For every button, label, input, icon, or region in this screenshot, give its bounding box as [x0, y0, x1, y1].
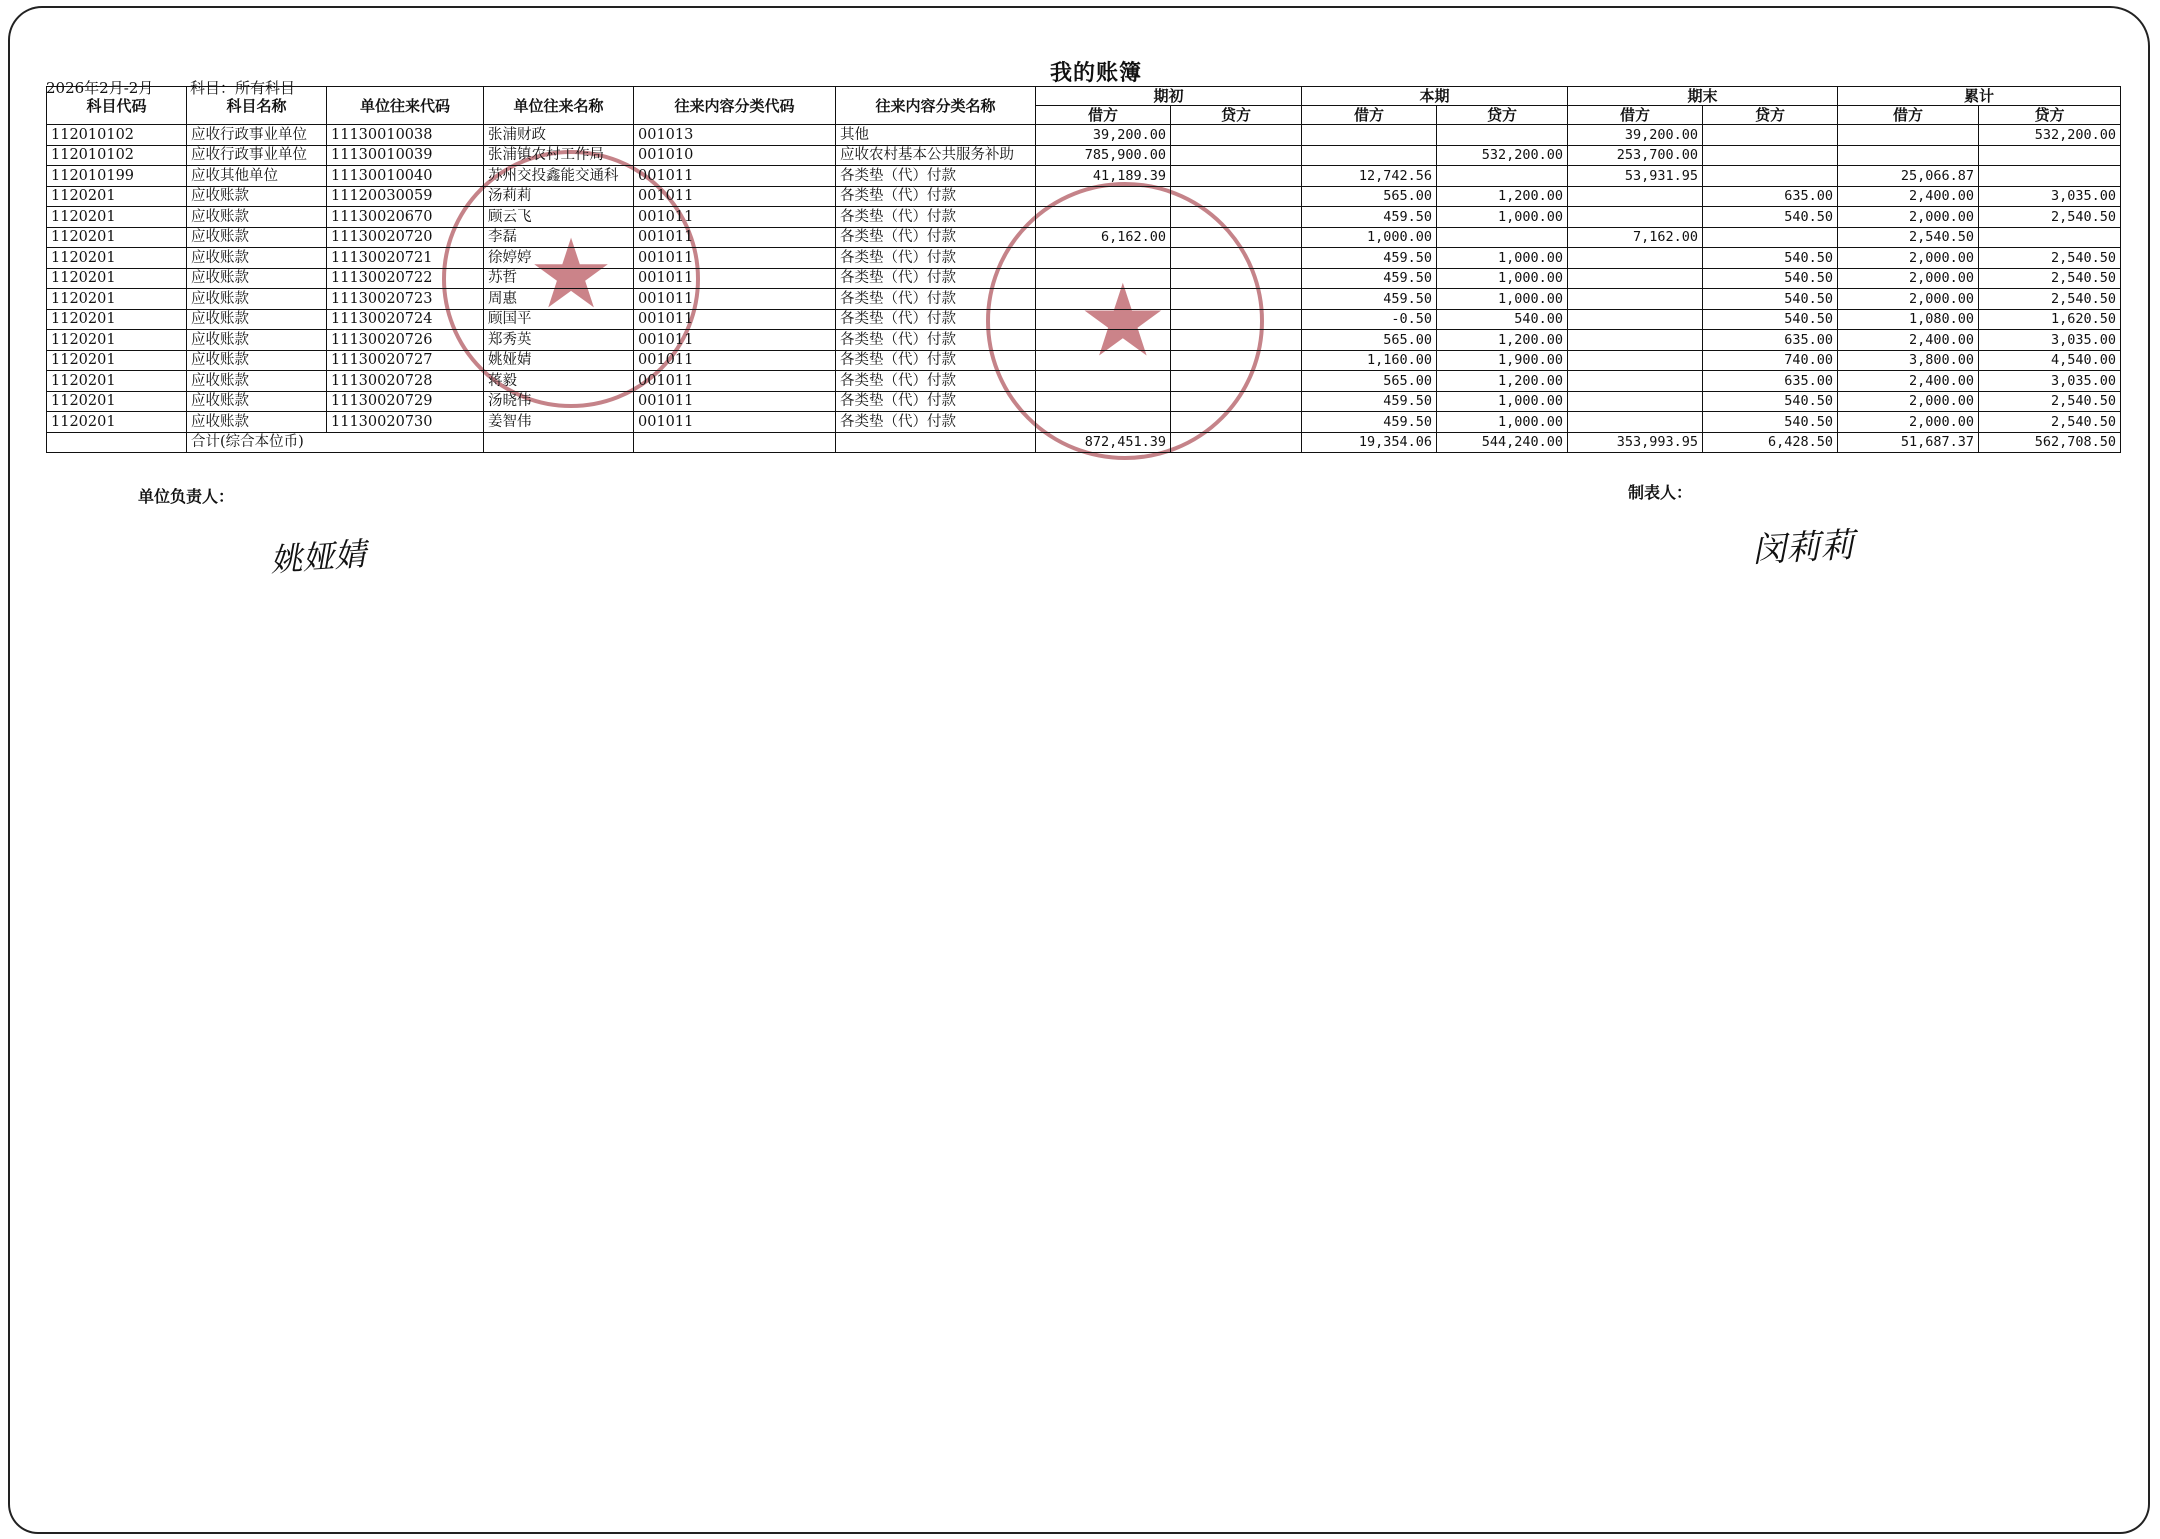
- total-closing-credit: 6,428.50: [1703, 432, 1838, 453]
- cell-subject-name: 应收账款: [187, 309, 327, 330]
- cell-open-debit: [1036, 207, 1171, 228]
- cell-closing-debit: [1568, 391, 1703, 412]
- cell-subject-code: 1120201: [47, 371, 187, 392]
- cell-unit-name: 张浦财政: [484, 125, 634, 146]
- cell-current-credit: 1,200.00: [1437, 186, 1568, 207]
- table-row: [47, 350, 2121, 371]
- cell-cumulative-credit: 2,540.50: [1979, 289, 2121, 310]
- cell-subject-code: 1120201: [47, 207, 187, 228]
- cell-category-name: 应收农村基本公共服务补助: [836, 145, 1036, 166]
- cell-category-name: 各类垫（代）付款: [836, 186, 1036, 207]
- col-cumulative-credit: 贷方: [1979, 106, 2121, 125]
- cell-closing-debit: [1568, 268, 1703, 289]
- cell-closing-credit: 635.00: [1703, 371, 1838, 392]
- cell-open-debit: [1036, 371, 1171, 392]
- cell-closing-credit: 540.50: [1703, 391, 1838, 412]
- total-open-credit: [1171, 432, 1302, 453]
- cell-closing-credit: [1703, 227, 1838, 248]
- cell-current-debit: [1302, 125, 1437, 146]
- cell-category-name: 各类垫（代）付款: [836, 166, 1036, 187]
- cell-current-credit: 1,000.00: [1437, 289, 1568, 310]
- total-blank: [484, 432, 634, 453]
- cell-subject-name: 应收其他单位: [187, 166, 327, 187]
- cell-open-debit: [1036, 412, 1171, 433]
- cell-subject-code: 1120201: [47, 227, 187, 248]
- cell-subject-code: 1120201: [47, 391, 187, 412]
- table-row: [47, 186, 2121, 207]
- cell-category-code: 001011: [634, 371, 836, 392]
- cell-open-debit: 785,900.00: [1036, 145, 1171, 166]
- table-row: [47, 248, 2121, 269]
- cell-cumulative-debit: 2,400.00: [1838, 330, 1979, 351]
- cell-current-credit: 1,200.00: [1437, 371, 1568, 392]
- cell-open-credit: [1171, 309, 1302, 330]
- cell-open-debit: 6,162.00: [1036, 227, 1171, 248]
- col-unit-name: 单位往来名称: [484, 87, 634, 125]
- cell-unit-name: 汤莉莉: [484, 186, 634, 207]
- cell-current-debit: 565.00: [1302, 330, 1437, 351]
- cell-closing-debit: [1568, 309, 1703, 330]
- cell-subject-name: 应收账款: [187, 289, 327, 310]
- cell-cumulative-debit: 2,400.00: [1838, 371, 1979, 392]
- cell-subject-name: 应收账款: [187, 227, 327, 248]
- cell-open-debit: 39,200.00: [1036, 125, 1171, 146]
- cell-open-credit: [1171, 350, 1302, 371]
- cell-closing-debit: [1568, 371, 1703, 392]
- total-cumulative-credit: 562,708.50: [1979, 432, 2121, 453]
- cell-subject-name: 应收账款: [187, 248, 327, 269]
- cell-current-debit: 12,742.56: [1302, 166, 1437, 187]
- left-stamp-star-icon: ★: [528, 218, 615, 330]
- col-closing: 期末: [1568, 87, 1838, 106]
- cell-category-code: 001011: [634, 289, 836, 310]
- cell-current-debit: [1302, 145, 1437, 166]
- cell-open-credit: [1171, 289, 1302, 310]
- cell-cumulative-debit: [1838, 145, 1979, 166]
- cell-open-credit: [1171, 248, 1302, 269]
- cell-cumulative-credit: [1979, 227, 2121, 248]
- total-label: 合计(综合本位币): [187, 432, 484, 453]
- cell-unit-name: 李磊: [484, 227, 634, 248]
- cell-category-code: 001011: [634, 412, 836, 433]
- cell-cumulative-credit: 2,540.50: [1979, 268, 2121, 289]
- table-row: [47, 391, 2121, 412]
- cell-subject-code: 1120201: [47, 186, 187, 207]
- cell-unit-name: 苏哲: [484, 268, 634, 289]
- cell-category-name: 各类垫（代）付款: [836, 391, 1036, 412]
- cell-cumulative-debit: 2,000.00: [1838, 207, 1979, 228]
- cell-category-name: 其他: [836, 125, 1036, 146]
- ledger-body: [47, 125, 2121, 433]
- cell-subject-code: 1120201: [47, 309, 187, 330]
- col-current-debit: 借方: [1302, 106, 1437, 125]
- cell-unit-name: 苏州交投鑫能交通科: [484, 166, 634, 187]
- table-row: [47, 125, 2121, 146]
- cell-closing-debit: 53,931.95: [1568, 166, 1703, 187]
- cell-unit-code: 11120030059: [327, 186, 484, 207]
- cell-unit-code: 11130020727: [327, 350, 484, 371]
- table-row: [47, 412, 2121, 433]
- cell-unit-name: 顾国平: [484, 309, 634, 330]
- cell-cumulative-credit: 2,540.50: [1979, 412, 2121, 433]
- cell-closing-credit: 540.50: [1703, 309, 1838, 330]
- cell-unit-code: 11130010038: [327, 125, 484, 146]
- col-category-code: 往来内容分类代码: [634, 87, 836, 125]
- table-row: [47, 145, 2121, 166]
- cell-open-credit: [1171, 145, 1302, 166]
- cell-closing-debit: 7,162.00: [1568, 227, 1703, 248]
- cell-current-credit: 540.00: [1437, 309, 1568, 330]
- cell-subject-name: 应收账款: [187, 350, 327, 371]
- cell-closing-debit: [1568, 248, 1703, 269]
- col-subject-name: 科目名称: [187, 87, 327, 125]
- col-cumulative: 累计: [1838, 87, 2121, 106]
- cell-current-credit: 1,000.00: [1437, 268, 1568, 289]
- cell-unit-name: 周惠: [484, 289, 634, 310]
- total-cumulative-debit: 51,687.37: [1838, 432, 1979, 453]
- preparer-label: 制表人：: [1628, 483, 1693, 502]
- cell-closing-credit: [1703, 166, 1838, 187]
- total-blank: [836, 432, 1036, 453]
- cell-current-debit: 459.50: [1302, 289, 1437, 310]
- cell-closing-credit: 540.50: [1703, 207, 1838, 228]
- cell-current-credit: 532,200.00: [1437, 145, 1568, 166]
- cell-unit-code: 11130010039: [327, 145, 484, 166]
- cell-subject-name: 应收账款: [187, 330, 327, 351]
- cell-category-name: 各类垫（代）付款: [836, 412, 1036, 433]
- cell-closing-debit: [1568, 289, 1703, 310]
- col-opening-credit: 贷方: [1171, 106, 1302, 125]
- cell-cumulative-credit: 2,540.50: [1979, 207, 2121, 228]
- cell-current-debit: 459.50: [1302, 248, 1437, 269]
- cell-category-name: 各类垫（代）付款: [836, 371, 1036, 392]
- cell-open-credit: [1171, 268, 1302, 289]
- cell-current-credit: 1,000.00: [1437, 207, 1568, 228]
- cell-unit-code: 11130020721: [327, 248, 484, 269]
- cell-open-credit: [1171, 412, 1302, 433]
- total-current-credit: 544,240.00: [1437, 432, 1568, 453]
- cell-category-name: 各类垫（代）付款: [836, 227, 1036, 248]
- cell-closing-debit: [1568, 207, 1703, 228]
- cell-open-debit: [1036, 289, 1171, 310]
- cell-subject-name: 应收账款: [187, 268, 327, 289]
- cell-cumulative-debit: 25,066.87: [1838, 166, 1979, 187]
- total-open-debit: 872,451.39: [1036, 432, 1171, 453]
- cell-subject-code: 112010199: [47, 166, 187, 187]
- cell-current-debit: 459.50: [1302, 412, 1437, 433]
- col-subject-code: 科目代码: [47, 87, 187, 125]
- cell-current-credit: [1437, 227, 1568, 248]
- cell-subject-name: 应收账款: [187, 207, 327, 228]
- header-row-1: [47, 87, 2121, 106]
- cell-open-credit: [1171, 227, 1302, 248]
- cell-category-name: 各类垫（代）付款: [836, 289, 1036, 310]
- cell-category-code: 001011: [634, 309, 836, 330]
- cell-current-debit: 1,000.00: [1302, 227, 1437, 248]
- cell-category-name: 各类垫（代）付款: [836, 248, 1036, 269]
- cell-current-debit: 459.50: [1302, 268, 1437, 289]
- cell-unit-name: 徐婷婷: [484, 248, 634, 269]
- cell-subject-code: 112010102: [47, 125, 187, 146]
- col-current: 本期: [1302, 87, 1568, 106]
- cell-cumulative-debit: 3,800.00: [1838, 350, 1979, 371]
- cell-cumulative-debit: 2,000.00: [1838, 248, 1979, 269]
- cell-cumulative-credit: 4,540.00: [1979, 350, 2121, 371]
- cell-cumulative-credit: 3,035.00: [1979, 186, 2121, 207]
- cell-closing-credit: 540.50: [1703, 268, 1838, 289]
- cell-cumulative-credit: 3,035.00: [1979, 371, 2121, 392]
- cell-category-code: 001011: [634, 166, 836, 187]
- table-row: [47, 268, 2121, 289]
- cell-current-credit: 1,000.00: [1437, 248, 1568, 269]
- cell-subject-code: 1120201: [47, 268, 187, 289]
- table-row: [47, 166, 2121, 187]
- table-row: [47, 330, 2121, 351]
- cell-open-debit: [1036, 330, 1171, 351]
- cell-current-debit: -0.50: [1302, 309, 1437, 330]
- cell-unit-code: 11130020730: [327, 412, 484, 433]
- cell-current-credit: 1,900.00: [1437, 350, 1568, 371]
- cell-closing-debit: 39,200.00: [1568, 125, 1703, 146]
- col-current-credit: 贷方: [1437, 106, 1568, 125]
- cell-cumulative-debit: 2,000.00: [1838, 289, 1979, 310]
- cell-closing-credit: [1703, 125, 1838, 146]
- ledger-table: [46, 86, 2121, 453]
- table-row: [47, 207, 2121, 228]
- cell-category-code: 001011: [634, 186, 836, 207]
- cell-unit-code: 11130020726: [327, 330, 484, 351]
- cell-open-debit: [1036, 268, 1171, 289]
- cell-unit-code: 11130020722: [327, 268, 484, 289]
- cell-cumulative-debit: 2,000.00: [1838, 412, 1979, 433]
- cell-cumulative-credit: 532,200.00: [1979, 125, 2121, 146]
- cell-cumulative-debit: 2,540.50: [1838, 227, 1979, 248]
- cell-unit-code: 11130020670: [327, 207, 484, 228]
- cell-current-debit: 459.50: [1302, 391, 1437, 412]
- cell-subject-name: 应收账款: [187, 412, 327, 433]
- cell-open-credit: [1171, 125, 1302, 146]
- cell-open-debit: [1036, 186, 1171, 207]
- cell-subject-code: 1120201: [47, 248, 187, 269]
- cell-closing-credit: 540.50: [1703, 412, 1838, 433]
- cell-open-credit: [1171, 391, 1302, 412]
- cell-closing-debit: 253,700.00: [1568, 145, 1703, 166]
- cell-subject-name: 应收账款: [187, 186, 327, 207]
- cell-current-debit: 459.50: [1302, 207, 1437, 228]
- period-label: 2026年2月-2月: [46, 79, 154, 97]
- table-row: [47, 309, 2121, 330]
- cell-category-code: 001013: [634, 125, 836, 146]
- total-spacer: [47, 432, 187, 453]
- cell-unit-code: 11130020724: [327, 309, 484, 330]
- cell-open-debit: [1036, 248, 1171, 269]
- col-closing-debit: 借方: [1568, 106, 1703, 125]
- cell-subject-code: 1120201: [47, 289, 187, 310]
- table-row: [47, 227, 2121, 248]
- cell-cumulative-credit: 1,620.50: [1979, 309, 2121, 330]
- cell-category-name: 各类垫（代）付款: [836, 350, 1036, 371]
- cell-category-code: 001010: [634, 145, 836, 166]
- cell-cumulative-debit: 1,080.00: [1838, 309, 1979, 330]
- cell-category-code: 001011: [634, 207, 836, 228]
- cell-subject-code: 1120201: [47, 330, 187, 351]
- document-title: 我的账簿: [1050, 60, 1143, 86]
- cell-closing-credit: 540.50: [1703, 248, 1838, 269]
- cell-open-debit: 41,189.39: [1036, 166, 1171, 187]
- cell-unit-name: 郑秀英: [484, 330, 634, 351]
- cell-current-credit: 1,200.00: [1437, 330, 1568, 351]
- cell-current-debit: 565.00: [1302, 186, 1437, 207]
- col-opening: 期初: [1036, 87, 1302, 106]
- cell-unit-name: 张浦镇农村工作局: [484, 145, 634, 166]
- unit-head-label: 单位负责人：: [138, 487, 235, 506]
- col-opening-debit: 借方: [1036, 106, 1171, 125]
- cell-unit-name: 姜智伟: [484, 412, 634, 433]
- unit-head-signature: 姚娅婧: [268, 534, 368, 580]
- cell-current-credit: 1,000.00: [1437, 391, 1568, 412]
- cell-current-credit: [1437, 166, 1568, 187]
- cell-closing-credit: [1703, 145, 1838, 166]
- cell-open-credit: [1171, 207, 1302, 228]
- cell-subject-code: 112010102: [47, 145, 187, 166]
- cell-cumulative-credit: [1979, 145, 2121, 166]
- preparer-signature: 闵莉莉: [1751, 525, 1856, 571]
- cell-open-debit: [1036, 391, 1171, 412]
- cell-subject-code: 1120201: [47, 412, 187, 433]
- cell-category-code: 001011: [634, 268, 836, 289]
- cell-category-code: 001011: [634, 330, 836, 351]
- cell-category-code: 001011: [634, 227, 836, 248]
- cell-cumulative-debit: 2,400.00: [1838, 186, 1979, 207]
- total-closing-debit: 353,993.95: [1568, 432, 1703, 453]
- cell-cumulative-credit: [1979, 166, 2121, 187]
- cell-cumulative-debit: 2,000.00: [1838, 268, 1979, 289]
- cell-current-credit: 1,000.00: [1437, 412, 1568, 433]
- cell-category-code: 001011: [634, 350, 836, 371]
- cell-unit-code: 11130020723: [327, 289, 484, 310]
- cell-category-name: 各类垫（代）付款: [836, 330, 1036, 351]
- cell-category-code: 001011: [634, 391, 836, 412]
- cell-cumulative-credit: 2,540.50: [1979, 391, 2121, 412]
- cell-closing-debit: [1568, 330, 1703, 351]
- cell-open-credit: [1171, 330, 1302, 351]
- total-blank: [634, 432, 836, 453]
- cell-closing-debit: [1568, 186, 1703, 207]
- cell-current-credit: [1437, 125, 1568, 146]
- cell-subject-name: 应收账款: [187, 371, 327, 392]
- cell-closing-debit: [1568, 350, 1703, 371]
- cell-closing-credit: 540.50: [1703, 289, 1838, 310]
- cell-unit-code: 11130020729: [327, 391, 484, 412]
- cell-cumulative-debit: [1838, 125, 1979, 146]
- cell-closing-credit: 740.00: [1703, 350, 1838, 371]
- cell-unit-name: 姚娅婧: [484, 350, 634, 371]
- cell-category-name: 各类垫（代）付款: [836, 268, 1036, 289]
- col-closing-credit: 贷方: [1703, 106, 1838, 125]
- cell-subject-name: 应收账款: [187, 391, 327, 412]
- cell-unit-name: 蒋毅: [484, 371, 634, 392]
- cell-cumulative-credit: 2,540.50: [1979, 248, 2121, 269]
- total-row: [47, 432, 2121, 453]
- center-stamp-star-icon: ★: [1078, 262, 1168, 379]
- col-category-name: 往来内容分类名称: [836, 87, 1036, 125]
- cell-current-debit: 565.00: [1302, 371, 1437, 392]
- cell-subject-name: 应收行政事业单位: [187, 145, 327, 166]
- cell-subject-code: 1120201: [47, 350, 187, 371]
- cell-closing-debit: [1568, 412, 1703, 433]
- cell-open-credit: [1171, 371, 1302, 392]
- cell-subject-name: 应收行政事业单位: [187, 125, 327, 146]
- cell-open-credit: [1171, 186, 1302, 207]
- cell-unit-name: 汤晓伟: [484, 391, 634, 412]
- total-current-debit: 19,354.06: [1302, 432, 1437, 453]
- col-unit-code: 单位往来代码: [327, 87, 484, 125]
- cell-cumulative-credit: 3,035.00: [1979, 330, 2121, 351]
- cell-cumulative-debit: 2,000.00: [1838, 391, 1979, 412]
- cell-open-debit: [1036, 309, 1171, 330]
- cell-open-credit: [1171, 166, 1302, 187]
- cell-unit-code: 11130010040: [327, 166, 484, 187]
- cell-current-debit: 1,160.00: [1302, 350, 1437, 371]
- col-cumulative-debit: 借方: [1838, 106, 1979, 125]
- cell-unit-code: 11130020720: [327, 227, 484, 248]
- subject-filter-label: 科目：所有科目: [190, 79, 296, 97]
- cell-open-debit: [1036, 350, 1171, 371]
- table-row: [47, 289, 2121, 310]
- cell-category-code: 001011: [634, 248, 836, 269]
- table-row: [47, 371, 2121, 392]
- cell-category-name: 各类垫（代）付款: [836, 207, 1036, 228]
- cell-unit-name: 顾云飞: [484, 207, 634, 228]
- cell-closing-credit: 635.00: [1703, 330, 1838, 351]
- cell-category-name: 各类垫（代）付款: [836, 309, 1036, 330]
- cell-closing-credit: 635.00: [1703, 186, 1838, 207]
- cell-unit-code: 11130020728: [327, 371, 484, 392]
